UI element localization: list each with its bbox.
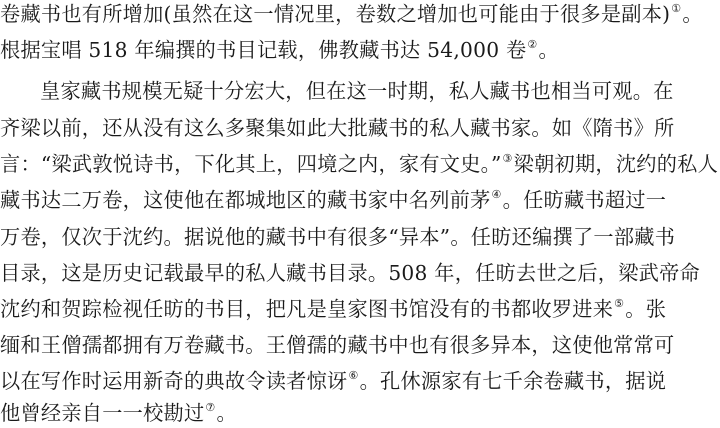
line-tail: 。 (538, 38, 559, 62)
text-line-3 (40, 76, 674, 106)
line-tail: 。 (682, 2, 703, 26)
line-text: 以在写作时运用新奇的典故令读者惊讶 (0, 369, 348, 393)
text-line-11 (0, 366, 666, 396)
text-line-10 (0, 330, 674, 360)
text-line-1 (0, 0, 703, 29)
text-line-8 (0, 258, 700, 288)
line-text: 缅和王僧孺都拥有万卷藏书。王僧孺的藏书中也有很多异本，这使他常常可 (0, 333, 675, 357)
line-text: 齐梁以前，还从没有这么多聚集如此大批藏书的私人藏书家。如《隋书》所 (0, 116, 675, 140)
footnote-ref-7[interactable]: ⑦ (205, 401, 216, 414)
text-line-9 (0, 294, 666, 324)
line-tail: 。孔休源家有七千余卷藏书，据说 (359, 369, 667, 393)
line-tail: 。张 (625, 297, 667, 321)
text-line-5 (0, 149, 718, 179)
line-tail: 梁朝初期，沈约的私人 (513, 152, 719, 176)
line-text: 他曾经亲自一一校勘过 (0, 401, 205, 425)
text-line-12 (0, 398, 237, 428)
line-text: 沈约和贺踪检视任昉的书目，把凡是皇家图书馆没有的书都收罗进来 (0, 297, 614, 321)
text-line-4 (0, 113, 674, 143)
line-tail: 。任昉藏书超过一 (502, 188, 667, 212)
footnote-ref-6[interactable]: ⑥ (348, 369, 359, 382)
line-text: 万卷，仅次于沈约。据说他的藏书中有很多“异本”。任昉还编撰了一部藏书 (0, 225, 676, 249)
line-text: 皇家藏书规模无疑十分宏大，但在这一时期，私人藏书也相当可观。在 (40, 79, 674, 103)
line-tail: 。 (216, 401, 237, 425)
line-text: 卷藏书也有所增加(虽然在这一情况里，卷数之增加也可能由于很多是副本) (0, 2, 671, 26)
line-text: 言：“梁武敦悦诗书，下化其上，四境之内，家有文史。” (0, 152, 502, 176)
text-line-6 (0, 185, 666, 215)
line-text: 根据宝唱 518 年编撰的书目记载，佛教藏书达 54,000 卷 (0, 38, 527, 62)
footnote-ref-4[interactable]: ④ (491, 188, 502, 201)
line-text: 目录，这是历史记载最早的私人藏书目录。508 年，任昉去世之后，梁武帝命 (0, 261, 700, 285)
footnote-ref-2[interactable]: ② (527, 38, 538, 51)
footnote-ref-3[interactable]: ③ (502, 152, 513, 165)
line-text: 藏书达二万卷，这使他在都城地区的藏书家中名列前茅 (0, 188, 491, 212)
footnote-ref-1[interactable]: ① (671, 2, 682, 15)
text-line-7 (0, 222, 675, 252)
text-line-2 (0, 35, 559, 65)
footnote-ref-5[interactable]: ⑤ (614, 297, 625, 310)
